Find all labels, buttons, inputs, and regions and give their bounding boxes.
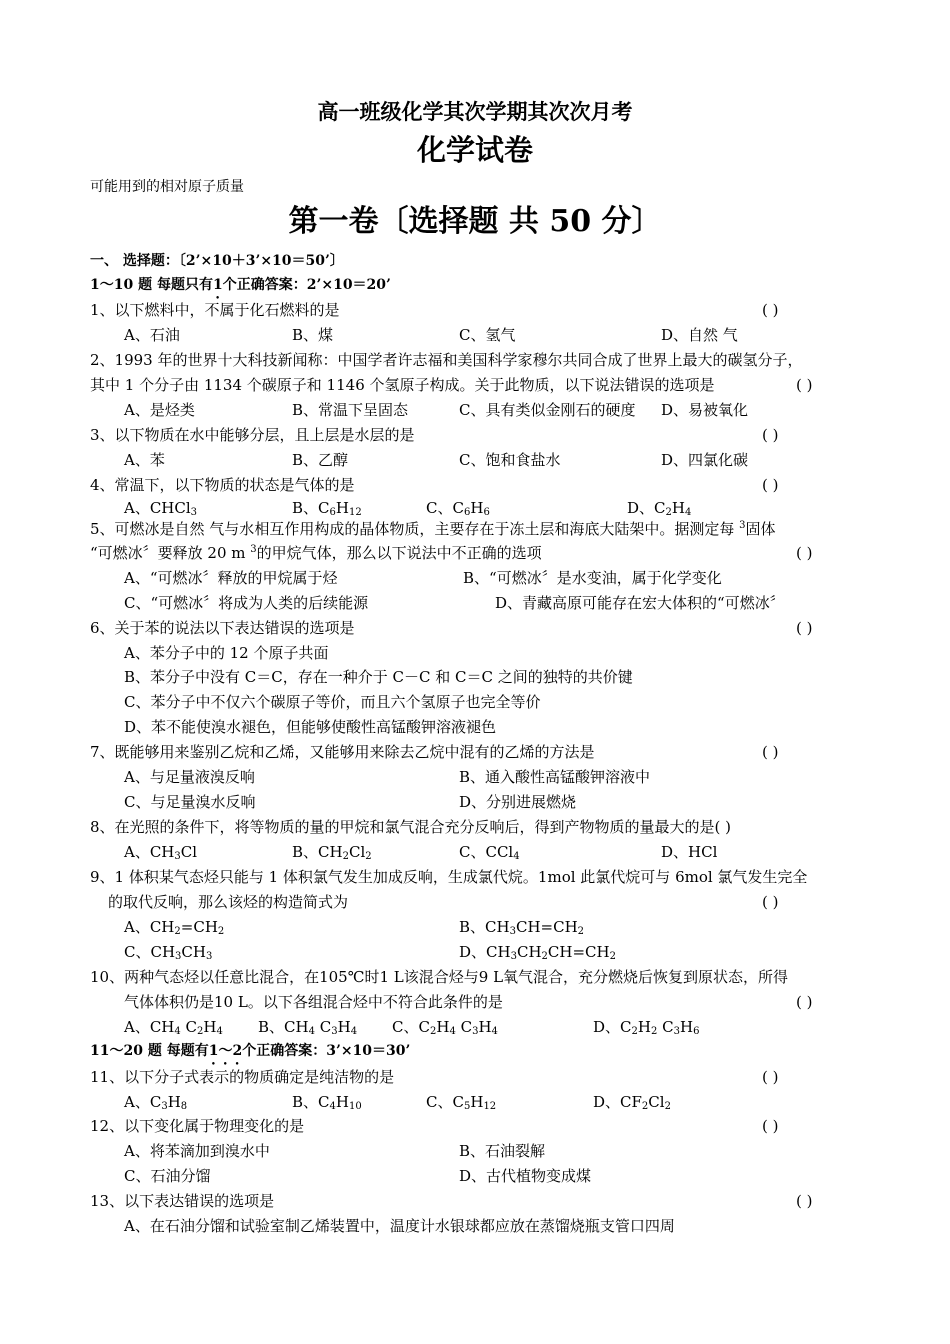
- formula-text: C: [455, 1018, 473, 1036]
- formula-text: H: [436, 1018, 450, 1036]
- answer-blank: ( ): [762, 1068, 779, 1086]
- formula-subscript: 4: [329, 1101, 336, 1112]
- formula-subscript: 2: [541, 951, 548, 962]
- formula-subscript: 4: [174, 1026, 181, 1037]
- formula-subscript: 5: [463, 1101, 471, 1112]
- q12-option-a: A、将苯滴加到溴水中: [124, 1142, 270, 1160]
- formula-subscript: 2: [577, 926, 585, 937]
- q6-option-c: C、苯分子中不仅六个碳原子等价，而且六个氢原子也完全等价: [124, 693, 541, 711]
- formula-text: B、CH: [459, 918, 510, 936]
- formula-text: H: [679, 1018, 694, 1036]
- formula-subscript: 2: [429, 1026, 437, 1037]
- q10-option-d: [593, 1016, 699, 1038]
- question-5-stem: [90, 518, 775, 540]
- q10-option-b: [258, 1016, 357, 1038]
- formula-text: C: [180, 1018, 198, 1036]
- q9-option-c: [124, 941, 212, 963]
- formula-text: C、C: [426, 499, 464, 517]
- formula-subscript: 3: [472, 1026, 479, 1037]
- q1-option-c: C、氢气: [459, 326, 516, 344]
- q6-option-a: A、苯分子中的 12 个原子共面: [124, 644, 329, 662]
- answer-blank: ( ): [762, 426, 779, 444]
- instruction-text: 11～20 题 每题有: [90, 1043, 209, 1059]
- q2-option-b: B、常温下呈固态: [292, 401, 409, 419]
- formula-subscript: 3: [190, 507, 198, 518]
- q11-option-c: [426, 1091, 496, 1113]
- question-9-stem-cont: 的取代反响，那么该烃的构造简式为: [108, 893, 349, 911]
- question-12-stem: 12、以下变化属于物理变化的是: [90, 1117, 305, 1135]
- q5-option-a: A、“可燃冰〞释放的甲烷属于烃: [124, 569, 338, 587]
- formula-text: Cl: [348, 843, 366, 861]
- formula-subscript: 3: [331, 1026, 338, 1037]
- answer-blank: ( ): [762, 743, 779, 761]
- stem-text: 的甲烷气体，那么以下说法中不正确的选项: [256, 544, 542, 562]
- answer-blank: ( ): [762, 301, 779, 319]
- q6-option-d: D、苯不能使溴水褪色，但能够使酸性高锰酸钾溶液褪色: [124, 718, 497, 736]
- formula-subscript: 12: [348, 507, 362, 518]
- formula-subscript: 3: [673, 1026, 680, 1037]
- q12-option-d: D、古代植物变成煤: [459, 1167, 592, 1185]
- formula-subscript: 2: [665, 507, 672, 518]
- formula-subscript: 2: [641, 1101, 649, 1112]
- instruction-text: 个正确答案：3’×10＝30’: [242, 1043, 411, 1059]
- question-7-stem: 7、既能够用来鉴别乙烷和乙烯，又能够用来除去乙烷中混有的乙烯的方法是: [90, 743, 595, 761]
- question-3-stem: 3、以下物质在水中能够分层，且上层是水层的是: [90, 426, 415, 444]
- section-heading: 一、 选择题：〔2’×10＋3’×10＝50’〕: [90, 253, 344, 269]
- q8-option-d: D、HCl: [661, 843, 718, 861]
- formula-subscript: 2: [217, 926, 225, 937]
- stem-text: 固体: [745, 520, 776, 538]
- formula-subscript: 4: [513, 851, 520, 862]
- formula-subscript: 3: [509, 926, 516, 937]
- q12-option-c: C、石油分馏: [124, 1167, 211, 1185]
- formula-text: H: [470, 499, 484, 517]
- q11-option-d: [593, 1091, 671, 1113]
- superscript: 3: [250, 544, 257, 555]
- q2-option-c: C、具有类似金刚石的硬度: [459, 401, 636, 419]
- q4-option-a: [124, 497, 197, 519]
- stem-text: 5、可燃冰是自然 气与水相互作用构成的晶体物质，主要存在于冻土层和海底大陆架中。据测定每: [90, 520, 740, 538]
- question-2-stem: 2、1993 年的世界十大科技新闻称：中国学者许志福和美国科学家穆尔共同合成了世界上最大的碳氢分子，: [90, 351, 803, 369]
- formula-text: D、C: [627, 499, 666, 517]
- part-title: 第一卷〔选择题 共 50 分〕: [288, 204, 662, 239]
- formula-subscript: 2: [197, 1026, 204, 1037]
- formula-subscript: 4: [449, 1026, 456, 1037]
- q3-option-d: D、四氯化碳: [661, 451, 749, 469]
- formula-text: B、C: [292, 1093, 330, 1111]
- formula-subscript: 6: [483, 507, 490, 518]
- q9-option-b: [459, 916, 584, 938]
- q5-option-d: D、青藏高原可能存在宏大体积的“可燃冰〞: [495, 594, 785, 612]
- q7-option-b: B、通入酸性高锰酸钾溶液中: [459, 768, 651, 786]
- formula-subscript: 4: [684, 507, 692, 518]
- question-1-stem: 1、以下燃料中，不属于化石燃料的是: [90, 301, 340, 319]
- formula-subscript: 3: [510, 951, 517, 962]
- formula-text: =CH: [180, 918, 218, 936]
- formula-subscript: 3: [175, 951, 182, 962]
- section-instruction-1: [90, 274, 391, 302]
- formula-subscript: 4: [216, 1026, 223, 1037]
- formula-subscript: 3: [161, 1101, 168, 1112]
- q5-option-c: C、“可燃冰〞将成为人类的后续能源: [124, 594, 369, 612]
- formula-text: CH: [516, 943, 542, 961]
- q10-option-a: [124, 1016, 223, 1038]
- formula-text: A、C: [124, 1093, 162, 1111]
- formula-subscript: 2: [609, 951, 616, 962]
- question-6-stem: 6、关于苯的说法以下表达错误的选项是: [90, 619, 355, 637]
- answer-blank: ( ): [796, 619, 813, 637]
- q1-option-d: D、自然 气: [661, 326, 738, 344]
- exam-subtitle: 化学试卷: [416, 133, 533, 167]
- stem-text: “可燃冰〞要释放 20 m: [90, 544, 251, 562]
- answer-blank: ( ): [796, 544, 813, 562]
- q6-option-b: B、苯分子中没有 C＝C，存在一种介于 C－C 和 C＝C 之间的独特的共价键: [124, 668, 633, 686]
- formula-text: H: [335, 499, 349, 517]
- q3-option-c: C、饱和食盐水: [459, 451, 561, 469]
- formula-subscript: 2: [631, 1026, 638, 1037]
- question-10-stem: 10、两种气态烃以任意比混合，在105℃时1 L该混合烃与9 L氧气混合，充分燃烧后恢复到原状态，所得: [90, 968, 789, 986]
- formula-text: C: [314, 1018, 332, 1036]
- formula-text: H: [637, 1018, 651, 1036]
- question-13-stem: 13、以下表达错误的选项是: [90, 1192, 275, 1210]
- q4-option-d: [627, 497, 691, 519]
- formula-text: H: [470, 1093, 484, 1111]
- formula-text: C: [657, 1018, 674, 1036]
- formula-text: A、CHCl: [124, 499, 191, 517]
- formula-subscript: 8: [180, 1101, 188, 1112]
- formula-text: C、C: [426, 1093, 464, 1111]
- formula-subscript: 4: [350, 1026, 358, 1037]
- q7-option-c: C、与足量溴水反响: [124, 793, 256, 811]
- formula-text: H: [671, 499, 685, 517]
- formula-text: H: [478, 1018, 492, 1036]
- formula-text: C、CH: [124, 943, 176, 961]
- formula-text: D、C: [593, 1018, 632, 1036]
- formula-subscript: 6: [329, 507, 336, 518]
- q4-option-c: [426, 497, 490, 519]
- answer-blank: ( ): [796, 993, 813, 1011]
- q8-option-c: [459, 841, 520, 863]
- q13-option-a: A、在石油分馏和试验室制乙烯装置中，温度计水银球都应放在蒸馏烧瓶支管口四周: [124, 1217, 675, 1235]
- q3-option-a: A、苯: [124, 451, 165, 469]
- formula-subscript: 2: [664, 1101, 671, 1112]
- instruction-emphasis: 1: [212, 277, 223, 293]
- formula-text: H: [335, 1093, 349, 1111]
- answer-blank: ( ): [762, 1117, 779, 1135]
- exam-title: 高一班级化学其次学期其次次月考: [317, 99, 633, 124]
- formula-subscript: 4: [308, 1026, 315, 1037]
- instruction-text: 个正确答案：2’×10＝20’: [222, 277, 391, 293]
- q7-option-a: A、与足量液溴反响: [124, 768, 255, 786]
- formula-subscript: 10: [348, 1101, 362, 1112]
- formula-text: H: [203, 1018, 217, 1036]
- formula-text: A、CH: [124, 843, 175, 861]
- formula-subscript: 2: [365, 851, 372, 862]
- formula-subscript: 6: [463, 507, 471, 518]
- q1-option-b: B、煤: [292, 326, 334, 344]
- formula-text: B、CH: [258, 1018, 309, 1036]
- answer-blank: ( ): [796, 376, 813, 394]
- q2-option-d: D、易被氧化: [661, 401, 749, 419]
- q3-option-b: B、乙醇: [292, 451, 349, 469]
- answer-blank: ( ): [796, 1192, 813, 1210]
- formula-text: CH=CH: [515, 918, 578, 936]
- formula-text: B、CH: [292, 843, 343, 861]
- formula-text: H: [337, 1018, 351, 1036]
- formula-text: D、CF: [593, 1093, 642, 1111]
- formula-subscript: 2: [342, 851, 349, 862]
- instruction-emphasis: 1～2: [208, 1043, 243, 1059]
- formula-subscript: 3: [174, 851, 181, 862]
- formula-subscript: 2: [174, 926, 181, 937]
- formula-text: A、CH: [124, 1018, 175, 1036]
- q9-option-a: [124, 916, 224, 938]
- formula-text: Cl: [648, 1093, 665, 1111]
- formula-text: C、C: [392, 1018, 430, 1036]
- q5-option-b: B、“可燃冰〞是水变油，属于化学变化: [463, 569, 722, 587]
- question-9-stem: 9、1 体积某气态烃只能与 1 体积氯气发生加成反响，生成氯代烷。1mol 此氯代烷可与 6mol 氯气发生完全: [90, 868, 808, 886]
- q11-option-b: [292, 1091, 362, 1113]
- formula-text: B、C: [292, 499, 330, 517]
- instruction-text: 1～10 题 每题只有: [90, 277, 213, 293]
- question-2-stem-cont: 其中 1 个分子由 1134 个碳原子和 1146 个氢原子构成。关于此物质，以下说法错误的选项是: [90, 376, 715, 394]
- answer-blank: ( ): [762, 893, 779, 911]
- q12-option-b: B、石油裂解: [459, 1142, 546, 1160]
- question-11-stem: 11、以下分子式表示的物质确定是纯洁物的是: [90, 1068, 395, 1086]
- formula-text: Cl: [180, 843, 198, 861]
- q8-option-a: [124, 841, 197, 863]
- q4-option-b: [292, 497, 362, 519]
- question-5-stem-cont: [90, 542, 542, 564]
- answer-blank: ( ): [762, 476, 779, 494]
- section-instruction-2: [90, 1040, 410, 1068]
- question-4-stem: 4、常温下，以下物质的状态是气体的是: [90, 476, 355, 494]
- formula-text: A、CH: [124, 918, 175, 936]
- atomic-mass-note: 可能用到的相对原子质量: [90, 179, 244, 195]
- q1-option-a: A、石油: [124, 326, 180, 344]
- question-10-stem-cont: 气体体积仍是10 L。以下各组混合烃中不符合此条件的是: [124, 993, 503, 1011]
- formula-subscript: 6: [693, 1026, 700, 1037]
- formula-text: D、CH: [459, 943, 511, 961]
- q11-option-a: [124, 1091, 187, 1113]
- formula-subscript: 3: [205, 951, 213, 962]
- q7-option-d: D、分别进展燃烧: [459, 793, 577, 811]
- formula-text: H: [167, 1093, 181, 1111]
- formula-text: CH=CH: [547, 943, 610, 961]
- q10-option-c: [392, 1016, 498, 1038]
- superscript: 3: [739, 520, 746, 531]
- formula-subscript: 4: [491, 1026, 498, 1037]
- question-8-stem: 8、在光照的条件下，将等物质的量的甲烷和氯气混合充分反响后，得到产物物质的量最大的是( ): [90, 818, 732, 836]
- q8-option-b: [292, 841, 372, 863]
- q2-option-a: A、是烃类: [124, 401, 195, 419]
- formula-subscript: 12: [483, 1101, 497, 1112]
- formula-text: CH: [181, 943, 206, 961]
- formula-subscript: 2: [650, 1026, 658, 1037]
- q9-option-d: [459, 941, 616, 963]
- formula-text: C、CCl: [459, 843, 514, 861]
